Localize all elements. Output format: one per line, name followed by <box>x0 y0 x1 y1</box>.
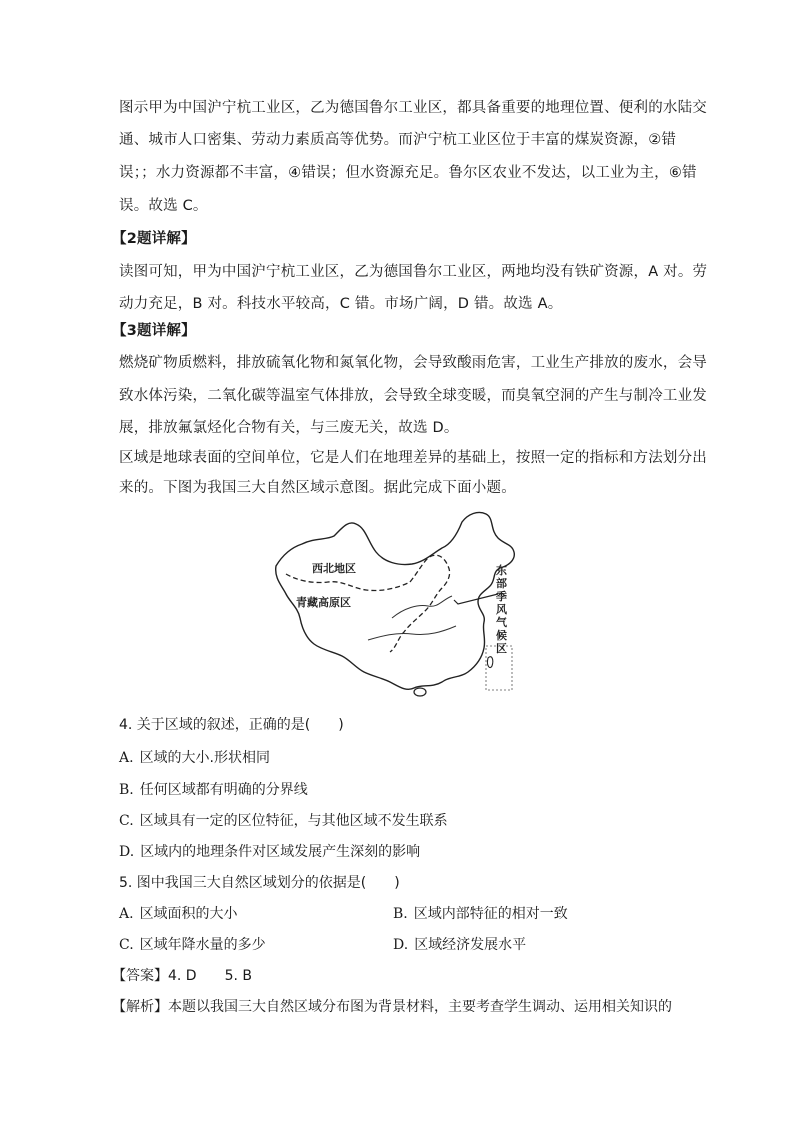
question-5-stem: 5. 图中我国三大自然区域划分的依据是( ) <box>119 875 400 891</box>
map-label-east-3: 季 <box>496 590 507 603</box>
answer-line: 【答案】4. D 5. B <box>112 968 252 984</box>
option-label: C. <box>119 813 134 829</box>
question-4-option-d <box>119 842 420 862</box>
region-boundary <box>286 574 410 591</box>
analysis-line: 【解析】本题以我国三大自然区域分布图为背景材料，主要考查学生调动、运用相关知识的 <box>112 999 672 1015</box>
option-text: 区域的大小.形状相同 <box>139 750 271 766</box>
question-4-option-a <box>119 748 270 768</box>
question-5-option-a <box>119 904 238 924</box>
question-5-option-c <box>119 935 266 955</box>
option-text: 区域内的地理条件对区域发展产生深刻的影响 <box>140 844 421 860</box>
question-4-stem: 4. 关于区域的叙述，正确的是( ) <box>119 717 344 733</box>
option-label: A. <box>119 750 134 766</box>
paragraph-line: 动力充足，B 对。科技水平较高，C 错。市场广阔，D 错。故选 A。 <box>119 296 563 312</box>
hainan-island <box>414 688 426 696</box>
map-label-east-6: 候 <box>496 629 507 642</box>
option-text: 区域经济发展水平 <box>414 937 527 953</box>
option-label: D. <box>393 937 409 953</box>
map-label-qinghai-tibet: 青藏高原区 <box>296 596 351 609</box>
taiwan-island <box>487 657 492 668</box>
river-line <box>368 626 456 640</box>
map-label-east-7: 区 <box>496 642 507 655</box>
paragraph-line: 燃烧矿物质燃料，排放硫氧化物和氮氧化物，会导致酸雨危害，工业生产排放的废水，会导 <box>119 355 707 371</box>
china-regions-map <box>272 508 524 700</box>
option-label: B. <box>393 906 408 922</box>
question-4-option-c <box>119 811 448 831</box>
paragraph-line: 误。故选 C。 <box>119 198 208 214</box>
map-label-northwest: 西北地区 <box>312 562 356 575</box>
paragraph-line: 来的。下图为我国三大自然区域示意图。据此完成下面小题。 <box>119 480 516 496</box>
question-4-option-b <box>119 780 308 800</box>
map-label-east-2: 部 <box>496 577 507 590</box>
map-label-east-5: 气 <box>496 616 507 629</box>
pointer-arrow <box>454 594 498 604</box>
option-text: 区域内部特征的相对一致 <box>413 906 568 922</box>
section-heading: 【2题详解】 <box>112 231 196 247</box>
map-label-east-4: 风 <box>496 603 507 616</box>
map-label-east-1: 东 <box>496 564 507 577</box>
option-text: 区域具有一定的区位特征，与其他区域不发生联系 <box>139 813 448 829</box>
option-text: 区域面积的大小 <box>139 906 238 922</box>
question-5-option-b <box>393 904 568 924</box>
paragraph-line: 误；；水力资源都不丰富，④错误；但水资源充足。鲁尔区农业不发达，以工业为主，⑥错 <box>119 165 697 181</box>
region-boundary <box>390 555 450 652</box>
paragraph-line: 致水体污染，二氧化碳等温室气体排放，会导致全球变暖，而臭氧空洞的产生与制冷工业发 <box>119 388 707 404</box>
option-text: 区域年降水量的多少 <box>139 937 266 953</box>
option-label: D. <box>119 844 135 860</box>
paragraph-line: 展，排放氟氯烃化合物有关，与三废无关，故选 D。 <box>119 420 459 436</box>
option-label: C. <box>119 937 134 953</box>
paragraph-line: 区域是地球表面的空间单位，它是人们在地理差异的基础上，按照一定的指标和方法划分出 <box>119 450 707 466</box>
question-5-option-d <box>393 935 526 955</box>
option-label: B. <box>119 782 134 798</box>
option-label: A. <box>119 906 134 922</box>
paragraph-line: 图示甲为中国沪宁杭工业区，乙为德国鲁尔工业区，都具备重要的地理位置、便利的水陆交 <box>119 100 707 116</box>
paragraph-line: 读图可知，甲为中国沪宁杭工业区，乙为德国鲁尔工业区，两地均没有铁矿资源，A 对。劳 <box>119 264 708 280</box>
paragraph-line: 通、城市人口密集、劳动力素质高等优势。而沪宁杭工业区位于丰富的煤炭资源，②错 <box>119 132 677 148</box>
section-heading: 【3题详解】 <box>112 323 196 339</box>
option-text: 任何区域都有明确的分界线 <box>139 782 308 798</box>
